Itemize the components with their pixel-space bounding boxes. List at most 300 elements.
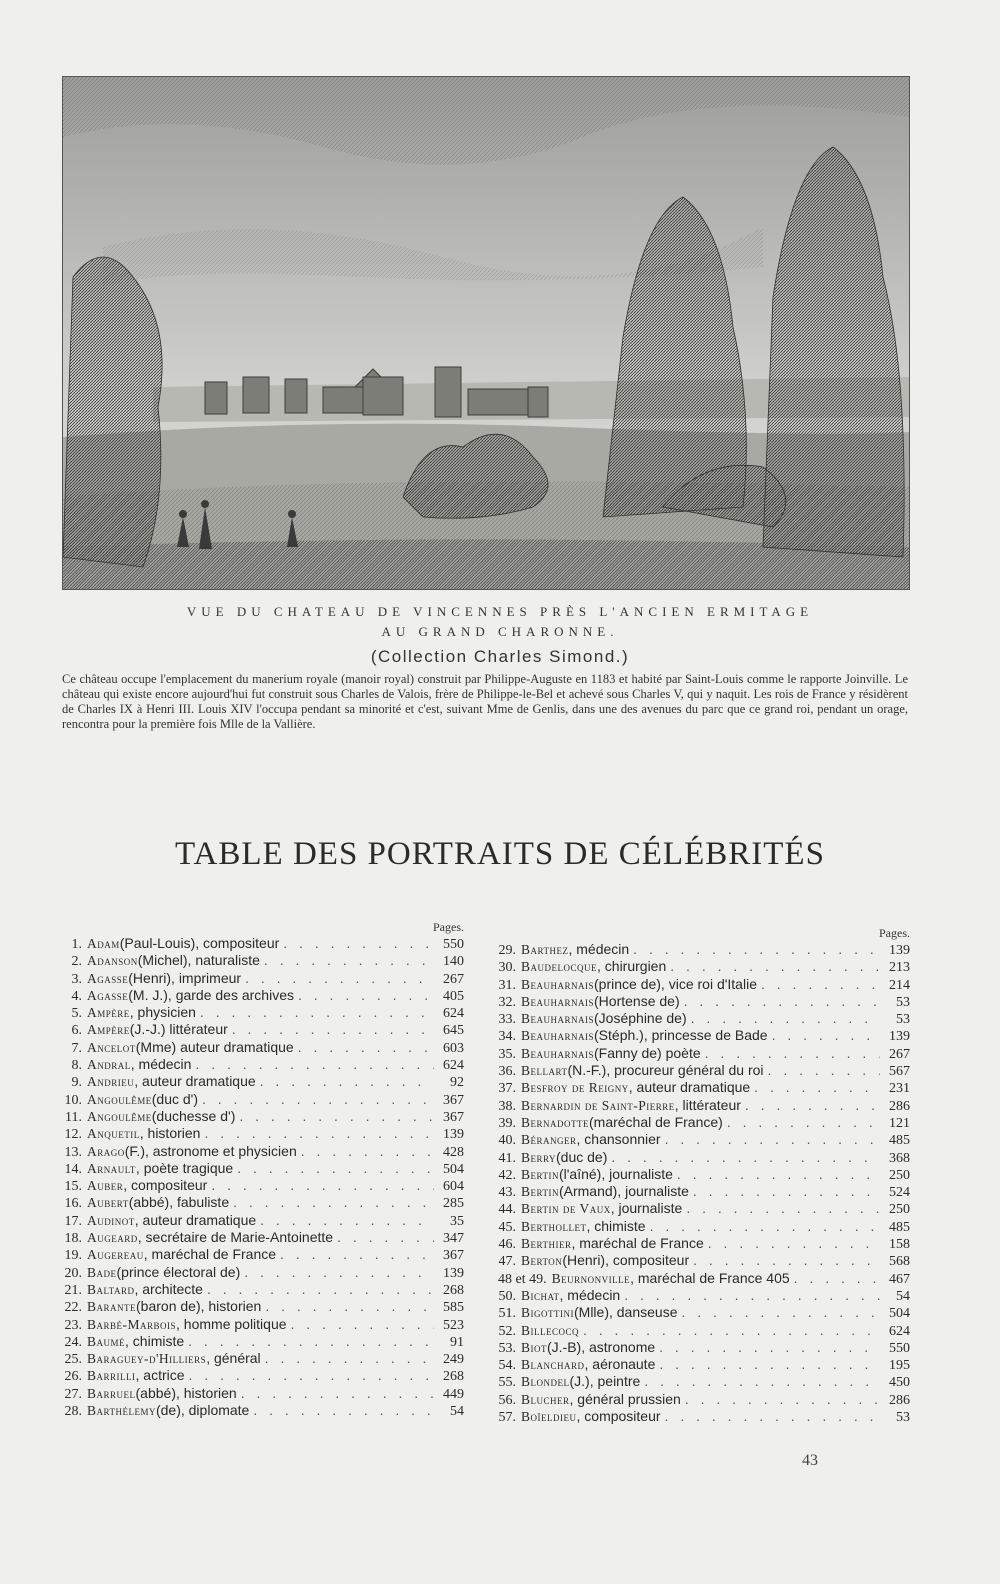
entry-page: 35: [450, 1213, 464, 1229]
entry-number: 39.: [498, 1115, 516, 1131]
entry-page: 249: [443, 1352, 464, 1368]
entry-description: (J.-J.) littérateur: [129, 1021, 228, 1038]
entry-description: (Hortense de): [594, 992, 680, 1009]
entry-name: Blondel: [521, 1374, 570, 1390]
entry-name: Baudelocque: [521, 959, 597, 975]
entry-number: 15.: [64, 1179, 82, 1195]
entry-number: 3.: [71, 971, 82, 987]
index-entry: [58, 1298, 464, 1315]
entry-number: 57.: [498, 1410, 516, 1426]
entry-page: 268: [443, 1282, 464, 1298]
collection-credit: (Collection Charles Simond.): [370, 647, 630, 666]
index-entry: [58, 1039, 464, 1056]
dot-leader: [260, 1212, 434, 1229]
entry-name: Besfroy de Reigny: [521, 1080, 629, 1096]
entry-page: 567: [889, 1064, 910, 1080]
dot-leader: [768, 1062, 880, 1079]
index-entry: [498, 1218, 910, 1235]
index-entry: [58, 1212, 464, 1229]
entry-number: 38.: [498, 1098, 516, 1114]
dot-leader: [265, 1350, 434, 1367]
caption-line-1: VUE DU CHATEAU DE VINCENNES PRÈS L'ANCIEN ERMITAGE: [186, 604, 814, 619]
entry-page: 624: [889, 1323, 910, 1339]
index-entry: [498, 1322, 910, 1339]
entry-number: 19.: [64, 1248, 82, 1264]
entry-number: 23.: [64, 1317, 82, 1333]
dot-leader: [633, 941, 880, 958]
index-entry: [498, 1252, 910, 1269]
index-entry: [498, 1356, 910, 1373]
dot-leader: [650, 1218, 880, 1235]
entry-page: 523: [443, 1317, 464, 1333]
entry-page: 368: [889, 1150, 910, 1166]
entry-name: Barante: [87, 1299, 137, 1315]
entry-page: 214: [889, 977, 910, 993]
entry-number: 1.: [71, 937, 82, 952]
entry-description: (F.), astronome et physicien: [124, 1142, 297, 1159]
dot-leader: [200, 1004, 434, 1021]
entry-number: 40.: [498, 1133, 516, 1149]
entry-name: Beauharnais: [521, 993, 595, 1009]
entry-name: Barthez: [521, 942, 569, 957]
dot-leader: [682, 1304, 881, 1321]
entry-description: , actrice: [135, 1367, 185, 1384]
dot-leader: [280, 1246, 434, 1263]
entry-number: 2.: [71, 954, 82, 970]
index-entry: [58, 1264, 464, 1281]
entry-number: 14.: [64, 1161, 82, 1177]
entry-description: (Armand), journaliste: [558, 1183, 689, 1200]
index-entry: [498, 993, 910, 1010]
entry-number: 50.: [498, 1288, 516, 1304]
description-paragraph: Ce château occupe l'emplacement du manerium royale (manoir royal) construit par Philippe-Auguste en 1183 et habité par Saint-Louis comme le rapporte Joinville. Le château qui existe encore aujourd'hui fut construit sous Charles de Valois, frère de Philippe-le-Bel et achevé sous Charles V, qui y naquit. Les rois de France y résidèrent de Charles IX à Henri III. Louis XIV l'occupa pendant sa minorité et c'est, suivant Mme de Genlis, dans une des avenues du parc que ce grand roi, pendant un orage, rencontra pour la première fois Mlle de la Vallière.: [62, 672, 908, 731]
dot-leader: [691, 1010, 880, 1027]
entry-number: 30.: [498, 960, 516, 976]
entry-description: (prince de), vice roi d'Italie: [594, 975, 757, 992]
index-entry: [58, 1004, 464, 1021]
entry-description: , architecte: [134, 1280, 203, 1297]
caption-line-2: AU GRAND CHARONNE.: [381, 624, 619, 639]
index-entry: [58, 1073, 464, 1090]
entry-description: (l'aîné), journaliste: [558, 1165, 673, 1182]
index-entry: [58, 1194, 464, 1211]
entry-name: Bertin: [521, 1166, 559, 1182]
dot-leader: [202, 1091, 434, 1108]
entry-page: 485: [889, 1219, 910, 1235]
index-entry: [498, 1097, 910, 1114]
entry-name: Anquetil: [87, 1126, 140, 1142]
entry-name: Augeard: [87, 1230, 138, 1246]
entry-description: (Joséphine de): [594, 1010, 687, 1027]
entry-number: 56.: [498, 1392, 516, 1408]
entry-number: 32.: [498, 994, 516, 1010]
entry-number: 48 et 49.: [498, 1271, 547, 1287]
index-entry: [498, 1027, 910, 1044]
index-entry: [498, 1183, 910, 1200]
dot-leader: [693, 1252, 880, 1269]
entry-page: 504: [889, 1306, 910, 1322]
entry-description: , médecin: [559, 1286, 621, 1303]
entry-page: 139: [889, 943, 910, 958]
entry-number: 24.: [64, 1334, 82, 1350]
entry-name: Blanchard: [521, 1357, 585, 1373]
entry-number: 7.: [71, 1040, 82, 1056]
index-entry: [58, 1229, 464, 1246]
entry-number: 54.: [498, 1358, 516, 1374]
entry-number: 43.: [498, 1185, 516, 1201]
entry-description: , compositeur: [576, 1408, 661, 1425]
dot-leader: [204, 1125, 434, 1142]
entry-number: 36.: [498, 1064, 516, 1080]
entry-page: 645: [443, 1023, 464, 1039]
left-column: [58, 920, 464, 1419]
entry-name: Barthélemy: [87, 1403, 156, 1419]
entry-page: 367: [443, 1248, 464, 1264]
entry-name: Barbé-Marbois: [87, 1316, 177, 1332]
index-entry: [58, 1246, 464, 1263]
entry-page: 53: [896, 1012, 910, 1028]
index-entry: [58, 1160, 464, 1177]
entry-name: Bigottini: [521, 1305, 574, 1321]
entry-name: Barrilli: [87, 1368, 136, 1384]
dot-leader: [211, 1177, 434, 1194]
entry-name: Ancelot: [87, 1039, 136, 1055]
entry-description: , poète tragique: [135, 1159, 234, 1176]
entry-description: (duchesse d'): [151, 1107, 236, 1124]
entry-number: 11.: [65, 1109, 82, 1125]
entry-name: Beurnonville: [551, 1270, 631, 1286]
entry-page: 139: [889, 1029, 910, 1045]
entry-name: Baltard: [87, 1281, 135, 1297]
dot-leader: [583, 1322, 880, 1339]
entry-page: 139: [443, 1127, 464, 1143]
entry-name: Berton: [521, 1253, 563, 1269]
dot-leader: [207, 1281, 434, 1298]
entry-description: , compositeur: [123, 1177, 208, 1194]
right-entry-list: [498, 941, 910, 1425]
entry-description: , maréchal de France 405: [630, 1269, 790, 1286]
dot-leader: [301, 1143, 434, 1160]
entry-name: Bichat: [521, 1287, 560, 1303]
entry-name: Andrieu: [87, 1074, 135, 1090]
dot-leader: [291, 1316, 434, 1333]
index-entry: [58, 1281, 464, 1298]
entry-description: , maréchal de France: [571, 1235, 704, 1252]
entry-description: , médecin: [130, 1056, 192, 1073]
index-entry: [58, 1091, 464, 1108]
entry-page: 449: [443, 1386, 464, 1402]
entry-name: Beauharnais: [521, 1028, 595, 1044]
entry-description: , maréchal de France: [143, 1246, 277, 1263]
dot-leader: [624, 1287, 880, 1304]
entry-description: (J.-B), astronome: [547, 1338, 656, 1355]
entry-description: , physicien: [129, 1004, 196, 1021]
dot-leader: [233, 1194, 434, 1211]
entry-page: 213: [889, 960, 910, 976]
entry-number: 37.: [498, 1081, 516, 1097]
index-entry: [58, 1333, 464, 1350]
entry-number: 10.: [64, 1092, 82, 1108]
dot-leader: [708, 1235, 880, 1252]
entry-page: 140: [443, 954, 464, 970]
index-entry: [498, 1408, 910, 1425]
entry-page: 121: [889, 1115, 910, 1131]
entry-number: 20.: [64, 1265, 82, 1281]
entry-name: Augereau: [87, 1247, 144, 1263]
entry-name: Boïeldieu: [521, 1409, 577, 1425]
entry-page: 250: [889, 1167, 910, 1183]
entry-number: 41.: [498, 1150, 516, 1166]
entry-page: 485: [889, 1133, 910, 1149]
entry-description: (maréchal de France): [589, 1113, 723, 1130]
entry-name: Billecocq: [521, 1322, 579, 1338]
dot-leader: [298, 987, 434, 1004]
entry-name: Beauharnais: [521, 1045, 595, 1061]
right-column: [498, 926, 910, 1425]
entry-number: 18.: [64, 1231, 82, 1247]
entry-description: (Mme) auteur dramatique: [135, 1038, 294, 1055]
index-entry: [498, 1010, 910, 1027]
index-entry: [58, 1402, 464, 1419]
entry-description: (baron de), historien: [136, 1298, 262, 1315]
entry-page: 139: [443, 1265, 464, 1281]
dot-leader: [794, 1270, 880, 1287]
entry-number: 16.: [64, 1196, 82, 1212]
entry-page: 604: [443, 1179, 464, 1195]
entry-number: 22.: [64, 1300, 82, 1316]
entry-name: Bernadotte: [521, 1114, 589, 1130]
entry-number: 42.: [498, 1167, 516, 1183]
entry-name: Baraguey-d'Hilliers: [87, 1351, 207, 1367]
entry-description: (Mlle), danseuse: [574, 1304, 678, 1321]
landscape-engraving-image: [63, 77, 909, 589]
entry-name: Blucher: [521, 1391, 570, 1407]
dot-leader: [761, 976, 880, 993]
entry-number: 9.: [71, 1075, 82, 1091]
entry-page: 347: [443, 1231, 464, 1247]
entry-number: 6.: [71, 1023, 82, 1039]
dot-leader: [686, 1200, 880, 1217]
entry-description: , homme politique: [176, 1315, 287, 1332]
index-entry: [498, 1270, 910, 1287]
entry-description: (Stéph.), princesse de Bade: [594, 1027, 768, 1044]
page-title: TABLE DES PORTRAITS DE CÉLÉBRITÉS: [175, 836, 825, 872]
entry-description: (Fanny de) poète: [594, 1044, 701, 1061]
dot-leader: [283, 935, 434, 952]
dot-leader: [260, 1073, 434, 1090]
entry-name: Ampère: [87, 1005, 130, 1021]
dot-leader: [677, 1166, 880, 1183]
entry-description: (Henri), imprimeur: [128, 969, 242, 986]
entry-name: Angoulême: [87, 1108, 152, 1124]
entry-number: 13.: [64, 1144, 82, 1160]
index-entry: [498, 1079, 910, 1096]
entry-description: , médecin: [568, 941, 630, 957]
entry-name: Arnault: [87, 1160, 136, 1176]
entry-number: 12.: [64, 1127, 82, 1143]
entry-name: Bade: [87, 1264, 117, 1280]
entry-number: 21.: [64, 1282, 82, 1298]
entry-name: Berthier: [521, 1236, 572, 1252]
entry-page: 231: [889, 1081, 910, 1097]
entry-description: , auteur dramatique: [134, 1211, 257, 1228]
index-entry: [498, 1149, 910, 1166]
entry-description: (Paul-Louis), compositeur: [119, 935, 280, 951]
entry-number: 34.: [498, 1029, 516, 1045]
dot-leader: [644, 1373, 880, 1390]
entry-description: (prince électoral de): [116, 1263, 241, 1280]
entry-number: 44.: [498, 1202, 516, 1218]
entry-page: 550: [889, 1340, 910, 1356]
entry-description: , chirurgien: [597, 958, 667, 975]
index-entry: [498, 1391, 910, 1408]
entry-page: 53: [896, 1410, 910, 1426]
entry-page: 568: [889, 1254, 910, 1270]
entry-number: 26.: [64, 1369, 82, 1385]
entry-name: Beauharnais: [521, 976, 595, 992]
entry-page: 54: [450, 1404, 464, 1420]
index-entry: [58, 1056, 464, 1073]
dot-leader: [705, 1045, 880, 1062]
index-entry: [58, 952, 464, 969]
entry-name: Berry: [521, 1149, 557, 1165]
entry-description: (N.-F.), procureur général du roi: [567, 1062, 764, 1079]
index-entry: [498, 958, 910, 975]
dot-leader: [693, 1183, 880, 1200]
entry-page: 268: [443, 1369, 464, 1385]
entry-name: Angoulême: [87, 1091, 152, 1107]
index-entry: [58, 1125, 464, 1142]
index-entry: [58, 1143, 464, 1160]
dot-leader: [659, 1356, 880, 1373]
entry-description: , auteur dramatique: [134, 1073, 256, 1090]
index-entry: [498, 1373, 910, 1390]
entry-description: , chansonnier: [576, 1131, 661, 1148]
entry-page: 286: [889, 1098, 910, 1114]
index-entry: [58, 1367, 464, 1384]
dot-leader: [659, 1339, 880, 1356]
entry-description: (abbé), historien: [135, 1384, 237, 1401]
entry-page: 624: [443, 1058, 464, 1074]
entry-name: Agasse: [87, 987, 129, 1003]
entry-page: 585: [443, 1300, 464, 1316]
index-entry: [498, 1304, 910, 1321]
entry-description: (Michel), naturaliste: [137, 952, 260, 969]
entry-page: 158: [889, 1237, 910, 1253]
entry-page: 53: [896, 994, 910, 1010]
entry-name: Andral: [87, 1057, 131, 1073]
entry-page: 450: [889, 1375, 910, 1391]
entry-page: 467: [889, 1271, 910, 1287]
entry-number: 4.: [71, 988, 82, 1004]
entry-description: , aéronaute: [584, 1356, 656, 1373]
index-entry: [498, 1200, 910, 1217]
index-entry: [498, 1045, 910, 1062]
dot-leader: [772, 1027, 880, 1044]
dot-leader: [727, 1114, 880, 1131]
entry-description: , littérateur: [674, 1096, 741, 1113]
entry-number: 27.: [64, 1386, 82, 1402]
entry-number: 53.: [498, 1340, 516, 1356]
entry-description: (duc de): [556, 1148, 608, 1165]
dot-leader: [684, 993, 880, 1010]
entry-page: 91: [450, 1334, 464, 1350]
entry-number: 52.: [498, 1323, 516, 1339]
entry-description: (de), diplomate: [155, 1402, 250, 1419]
dot-leader: [241, 1385, 434, 1402]
dot-leader: [264, 952, 434, 969]
entry-page: 624: [443, 1006, 464, 1022]
entry-number: 35.: [498, 1046, 516, 1062]
entry-page: 504: [443, 1161, 464, 1177]
index-entry: [498, 976, 910, 993]
entry-page: 603: [443, 1040, 464, 1056]
entry-name: Béranger: [521, 1132, 577, 1148]
entry-name: Arago: [87, 1143, 125, 1159]
entry-number: 29.: [498, 943, 516, 958]
entry-page: 524: [889, 1185, 910, 1201]
entry-page: 250: [889, 1202, 910, 1218]
dot-leader: [754, 1079, 880, 1096]
entry-description: (duc d'): [151, 1090, 198, 1107]
left-entry-list: [58, 935, 464, 1419]
entry-name: Baumé: [87, 1333, 126, 1349]
entry-name: Ampère: [87, 1022, 130, 1038]
entry-page: 54: [896, 1288, 910, 1304]
entry-number: 5.: [71, 1006, 82, 1022]
entry-name: Beauharnais: [521, 1011, 595, 1027]
dot-leader: [232, 1021, 434, 1038]
engraving-illustration: [62, 76, 910, 590]
dot-leader: [665, 1131, 880, 1148]
index-entry: [58, 1350, 464, 1367]
entry-name: Biot: [521, 1339, 547, 1355]
entry-description: , chimiste: [125, 1332, 185, 1349]
index-entry: [58, 970, 464, 987]
entry-name: Adam: [87, 936, 120, 951]
index-entry: [58, 987, 464, 1004]
dot-leader: [244, 1264, 434, 1281]
entry-number: 31.: [498, 977, 516, 993]
entry-page: 195: [889, 1358, 910, 1374]
entry-description: (J.), peintre: [569, 1373, 641, 1390]
pages-header: Pages.: [433, 920, 464, 934]
index-entry: [58, 1316, 464, 1333]
entry-description: , général prussien: [569, 1390, 681, 1407]
entry-name: Bertin de Vaux: [521, 1201, 611, 1217]
index-entry: [498, 1062, 910, 1079]
entry-name: Bellart: [521, 1063, 568, 1079]
entry-description: (Henri), compositeur: [562, 1252, 690, 1269]
entry-number: 46.: [498, 1237, 516, 1253]
entry-number: 51.: [498, 1306, 516, 1322]
index-entry: [498, 941, 910, 958]
entry-page: 267: [443, 971, 464, 987]
entry-name: Aubert: [87, 1195, 129, 1211]
entry-description: , auteur dramatique: [628, 1079, 751, 1096]
entry-description: , secrétaire de Marie-Antoinette: [137, 1229, 334, 1246]
index-entry: [58, 935, 464, 952]
dot-leader: [745, 1097, 880, 1114]
entry-page: 285: [443, 1196, 464, 1212]
entry-number: 47.: [498, 1254, 516, 1270]
entry-number: 8.: [71, 1058, 82, 1074]
entry-description: , général: [206, 1350, 261, 1367]
entry-page: 367: [443, 1092, 464, 1108]
dot-leader: [195, 1056, 434, 1073]
entry-page: 367: [443, 1109, 464, 1125]
dot-leader: [265, 1298, 434, 1315]
